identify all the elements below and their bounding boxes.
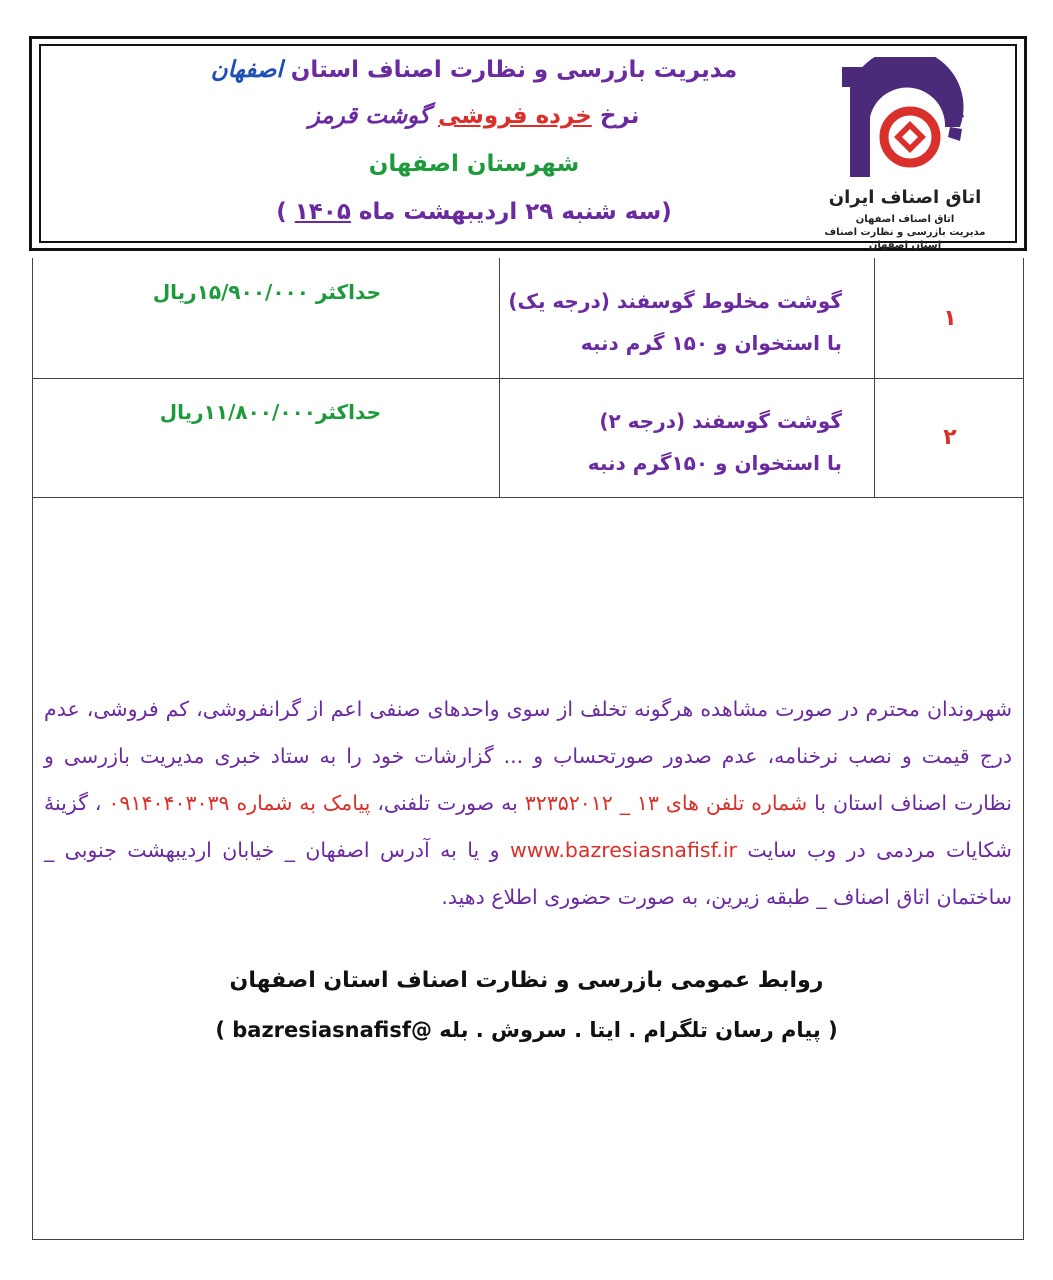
row-number: ۱ xyxy=(943,305,957,331)
phone-numbers: شماره تلفن های ۱۳ _ ۳۲۳۵۲۰۱۲ xyxy=(524,791,808,815)
table-row xyxy=(33,258,1023,379)
logo-brand-text: اتاق اصناف ایران xyxy=(828,187,982,208)
guild-chamber-logo xyxy=(820,57,990,251)
header-title: مدیریت بازرسی و نظارت اصناف استان اصفهان xyxy=(210,57,738,83)
product-description: گوشت مخلوط گوسفند (درجه یک) با استخوان و ۱۵۰ گرم دنبه xyxy=(508,289,842,355)
product-description: گوشت گوسفند (درجه ۲) با استخوان و ۱۵۰گرم دنبه xyxy=(587,409,842,475)
logo-caption-2: مدیریت بازرسی و نظارت اصناف xyxy=(824,227,986,238)
table-row xyxy=(33,378,1023,498)
logo-caption-1: اتاق اصناف اصفهان xyxy=(855,214,955,225)
logo-caption-3: استان اصفهان xyxy=(868,240,942,251)
header-frame xyxy=(29,36,1027,251)
price-table xyxy=(32,258,1024,498)
website-link[interactable]: www.bazresiasnafisf.ir xyxy=(509,838,737,862)
header-date: (سه شنبه ۲۹ اردیبهشت ماه ۱۴۰۵ ) xyxy=(276,199,672,225)
complaint-notice: شهروندان محترم در صورت مشاهده هرگونه تخلف از سوی واحدهای صنفی اعم از گرانفروشی، کم فروشی، عدم درج قیمت و نصب نرخنامه، عدم صدور صورتحساب و ... گزارشات خود را به ستاد خبری مدیریت بازرسی و نظارت اصناف استان با شماره تلفن های ۱۳ _ ۳۲۳۵۲۰۱۲ به صورت تلفنی، پیامک به شماره ۰۹۱۴۰۴۰۳۰۳۹ ، گزینهٔ شکایات مردمی در وب سایت www.bazresiasnafisf.ir و یا به آدرس اصفهان _ خیابان اردیبهشت جنوبی _ ساختمان اتاق اصناف _ طبقه زیرین، به صورت حضوری اطلاع دهید. xyxy=(44,697,1012,909)
public-relations-title: روابط عمومی بازرسی و نظارت اصناف استان اصفهان xyxy=(229,968,824,993)
row-number: ۲ xyxy=(943,425,957,450)
messenger-channels: ( پیام رسان تلگرام . ایتا . سروش . بله @bazresiasnafisf ) xyxy=(215,1018,838,1042)
header-city: شهرستان اصفهان xyxy=(368,151,580,177)
product-price: حداکثر۱۱/۸۰۰/۰۰۰ریال xyxy=(159,400,381,424)
header-subtitle: نرخ خرده فروشی گوشت قرمز xyxy=(308,103,640,129)
sms-number: پیامک به شماره ۰۹۱۴۰۴۰۳۰۳۹ xyxy=(108,791,371,815)
product-price: حداکثر ۱۵/۹۰۰/۰۰۰ریال xyxy=(152,280,381,304)
gear-logo-icon xyxy=(820,57,990,197)
